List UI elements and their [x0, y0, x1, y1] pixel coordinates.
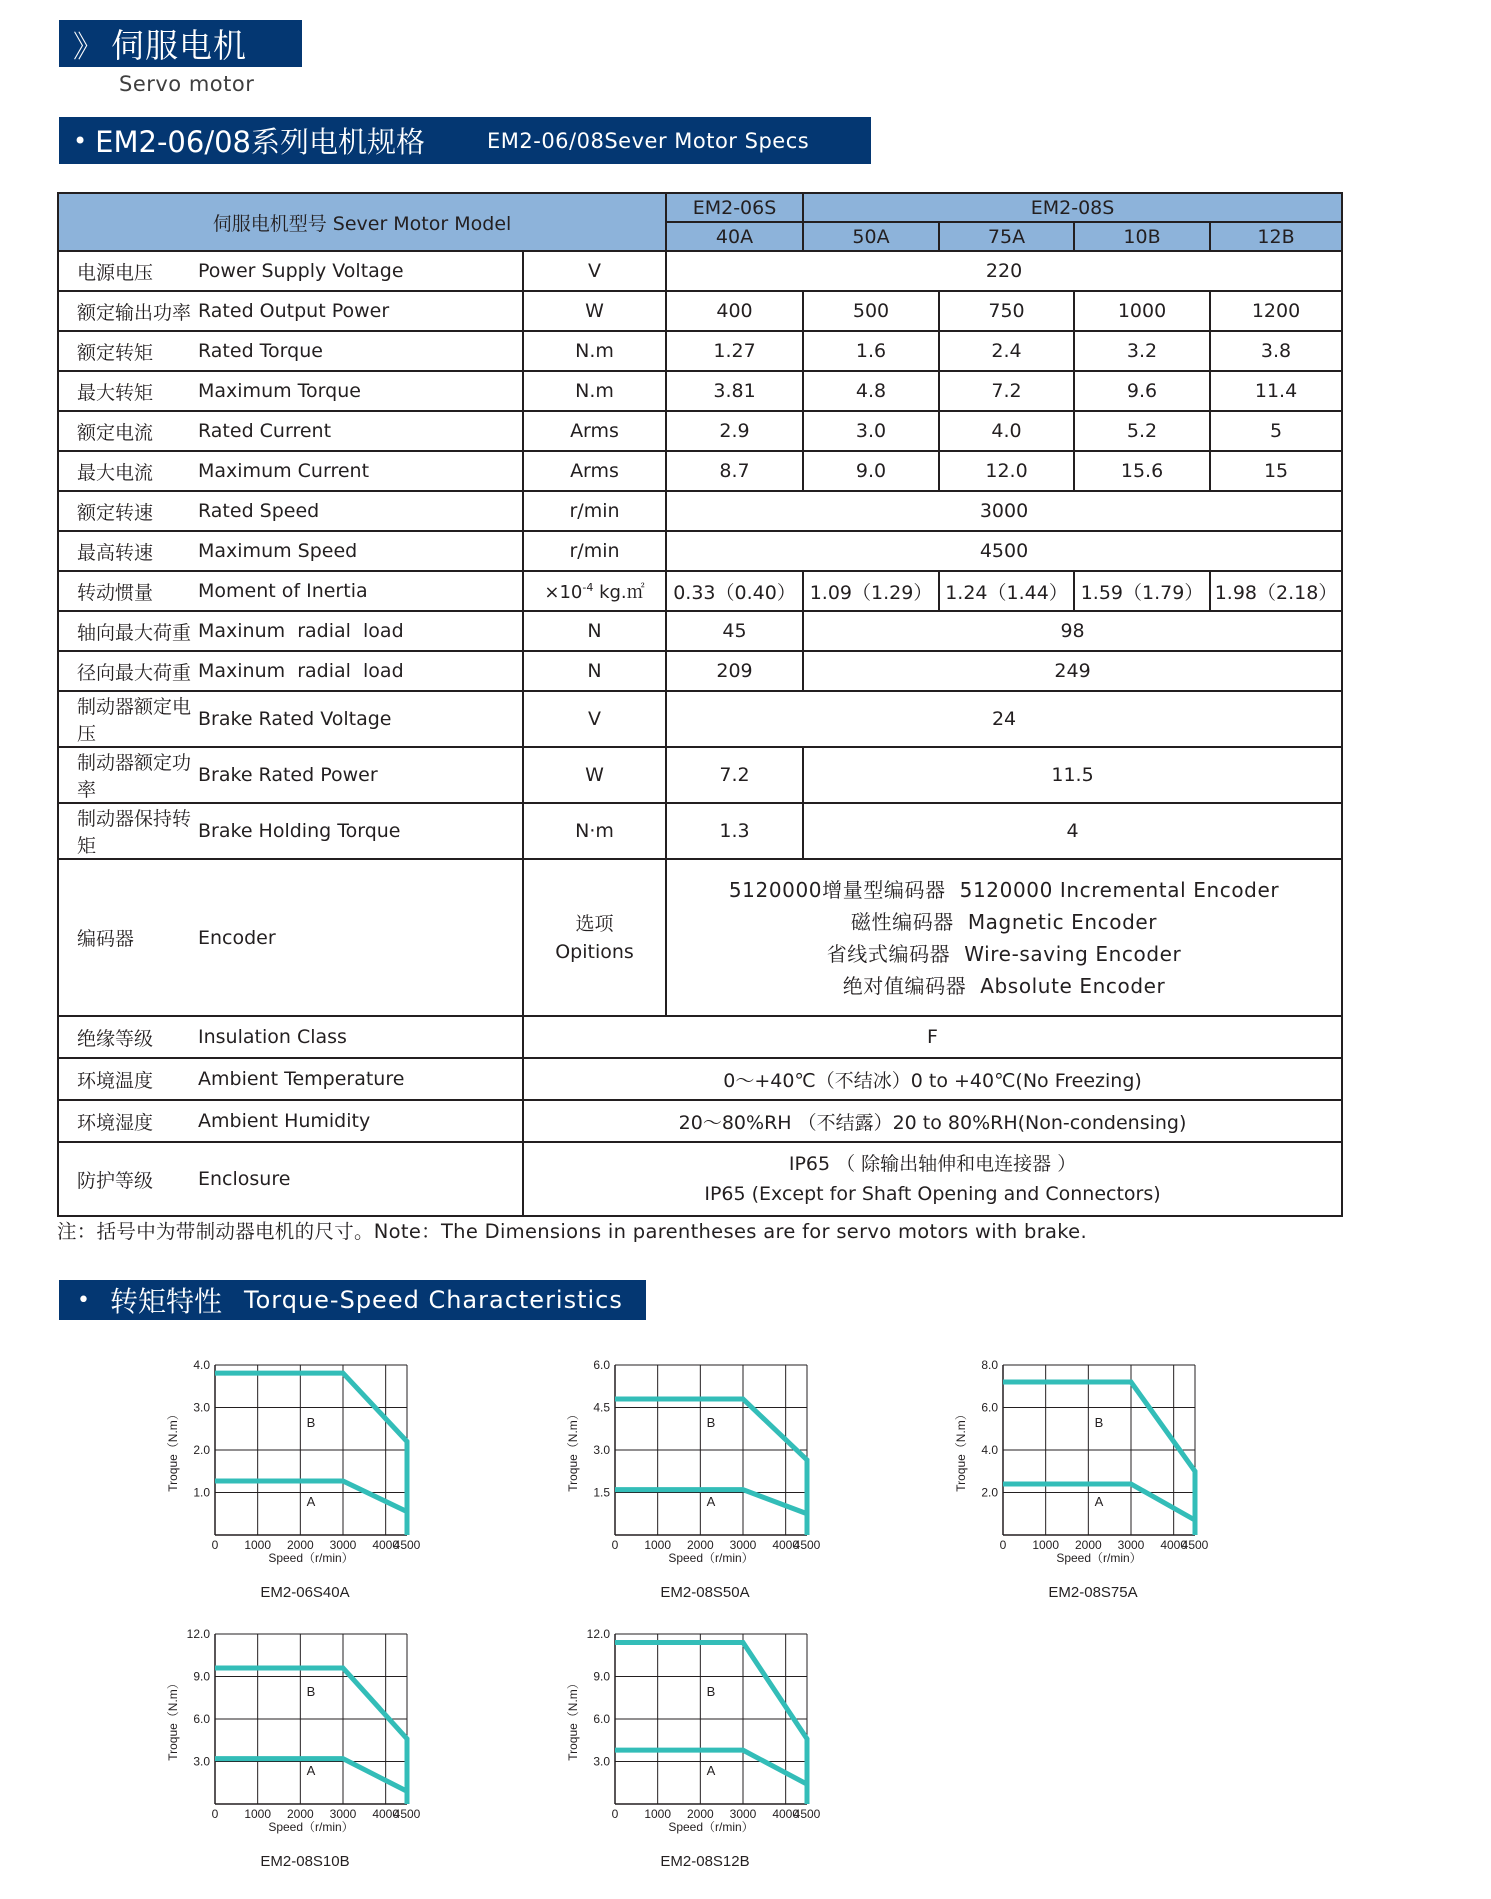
unit: V	[523, 691, 666, 747]
region-label-b: B	[706, 1684, 716, 1700]
x-tick-label: 0	[999, 1538, 1007, 1552]
y-tick-label: 4.0	[193, 1358, 210, 1372]
y-tick-label: 6.0	[981, 1400, 998, 1415]
unit: N·m	[523, 803, 666, 859]
label-en: Maximum Torque	[198, 371, 523, 411]
value: 4.8	[803, 371, 939, 411]
unit	[523, 571, 666, 611]
x-axis-label: Speed（r/min）	[668, 1551, 754, 1565]
chart-title: EM2-08S75A	[1048, 1584, 1138, 1601]
value: 1.6	[803, 331, 939, 371]
region-label-a: A	[706, 1494, 716, 1510]
label-en: Moment of Inertia	[198, 571, 523, 611]
x-tick-label: 4500	[393, 1538, 421, 1552]
value: 15.6	[1074, 451, 1210, 491]
x-tick-label: 1000	[644, 1807, 672, 1821]
value: 1.98（2.18）	[1210, 571, 1342, 611]
torque-section-title-en: Torque-Speed Characteristics	[244, 1286, 623, 1314]
label-cn: 绝缘等级	[58, 1016, 198, 1058]
chart-title: EM2-08S50A	[660, 1584, 750, 1601]
page-title-banner	[59, 20, 302, 67]
label-en: Insulation Class	[198, 1016, 523, 1058]
label-cn: 额定输出功率	[58, 291, 198, 331]
x-tick-label: 3000	[1117, 1538, 1145, 1552]
unit-en: Opitions	[555, 940, 634, 963]
unit: N	[523, 651, 666, 691]
spec-section-title-cn: EM2-06/08系列电机规格	[95, 125, 425, 159]
spec-table	[57, 192, 1343, 1217]
value: 98	[803, 611, 1342, 651]
torque-chart-em2-06s40a	[140, 1355, 460, 1625]
region-label-a: A	[1094, 1494, 1104, 1510]
x-axis-label: Speed（r/min）	[268, 1551, 354, 1565]
spec-section-header	[59, 117, 871, 164]
curve-b	[1003, 1382, 1195, 1535]
value: 7.2	[666, 747, 803, 803]
x-tick-label: 4500	[793, 1807, 821, 1821]
y-tick-label: 3.0	[593, 1443, 610, 1457]
value: 3.81	[666, 371, 803, 411]
y-tick-label: 9.0	[593, 1669, 610, 1684]
label-en: Ambient Humidity	[198, 1100, 523, 1142]
label-cn: 制动器额定电压	[58, 691, 198, 747]
unit-suffix: kg.㎡	[593, 582, 645, 603]
value: 249	[803, 651, 1342, 691]
value: 3.8	[1210, 331, 1342, 371]
row-power-supply-voltage	[58, 251, 1342, 291]
label-cn: 轴向最大荷重	[58, 611, 198, 651]
row-max-current	[58, 451, 1342, 491]
grid	[1003, 1365, 1195, 1535]
row-brake-rated-power	[58, 747, 1342, 803]
torque-chart-em2-08s12b	[540, 1624, 860, 1894]
model-40a: 40A	[666, 222, 803, 251]
row-max-speed	[58, 531, 1342, 571]
value: 3.0	[803, 411, 939, 451]
y-tick-label: 6.0	[593, 1712, 610, 1726]
value: 1.24（1.44）	[939, 571, 1074, 611]
model-10b: 10B	[1074, 222, 1210, 251]
x-tick-label: 4000	[1160, 1538, 1188, 1552]
model-header: 伺服电机型号 Sever Motor Model	[58, 193, 666, 251]
value: 20～80%RH （不结露）20 to 80%RH(Non-condensing)	[523, 1100, 1342, 1142]
region-label-a: A	[306, 1763, 316, 1779]
x-tick-label: 4500	[393, 1807, 421, 1821]
y-tick-label: 12.0	[186, 1627, 210, 1641]
x-tick-label: 3000	[329, 1538, 357, 1552]
model-50a: 50A	[803, 222, 939, 251]
value: 4500	[666, 531, 1342, 571]
double-chevron-icon: 》	[73, 29, 103, 65]
x-tick-label: 4000	[372, 1538, 400, 1552]
label-en: Rated Torque	[198, 331, 523, 371]
x-tick-label: 2000	[286, 1538, 314, 1552]
region-label-b: B	[306, 1684, 316, 1700]
label-cn: 制动器保持转矩	[58, 803, 198, 859]
y-tick-label: 2.0	[193, 1443, 210, 1457]
y-tick-label: 12.0	[586, 1627, 610, 1641]
unit: W	[523, 747, 666, 803]
value: 8.7	[666, 451, 803, 491]
y-tick-label: 4.5	[593, 1400, 610, 1415]
label-en: Brake Rated Power	[198, 747, 523, 803]
x-tick-label: 3000	[329, 1807, 357, 1821]
value: 400	[666, 291, 803, 331]
row-enclosure	[58, 1142, 1342, 1216]
y-tick-label: 1.0	[193, 1485, 210, 1500]
value: 4.0	[939, 411, 1074, 451]
label-en: Maxinum radial load	[198, 611, 523, 651]
x-tick-label: 2000	[686, 1807, 714, 1821]
x-tick-label: 4000	[372, 1807, 400, 1821]
value: F	[523, 1016, 1342, 1058]
header-row-series	[58, 193, 1342, 222]
value: 3.2	[1074, 331, 1210, 371]
y-tick-label: 3.0	[193, 1400, 210, 1415]
value: 1000	[1074, 291, 1210, 331]
y-tick-label: 6.0	[193, 1712, 210, 1726]
torque-chart-em2-08s75a	[928, 1355, 1248, 1625]
encoder-option: 磁性编码器 Magnetic Encoder	[850, 909, 1158, 934]
row-max-torque	[58, 371, 1342, 411]
value: 11.4	[1210, 371, 1342, 411]
label-cn: 防护等级	[58, 1142, 198, 1216]
value: 45	[666, 611, 803, 651]
value: 1.09（1.29）	[803, 571, 939, 611]
series-em2-08s: EM2-08S	[803, 193, 1342, 222]
value: 1.59（1.79）	[1074, 571, 1210, 611]
label-cn: 额定转矩	[58, 331, 198, 371]
value: 24	[666, 691, 1342, 747]
value: 7.2	[939, 371, 1074, 411]
value: 0～+40℃（不结冰）0 to +40℃(No Freezing)	[523, 1058, 1342, 1100]
unit-cn: 选项	[575, 912, 614, 935]
x-axis-label: Speed（r/min）	[668, 1820, 754, 1834]
y-tick-label: 2.0	[981, 1485, 998, 1500]
label-cn: 制动器额定功率	[58, 747, 198, 803]
y-tick-label: 3.0	[193, 1754, 210, 1769]
label-en: Maxinum radial load	[198, 651, 523, 691]
row-encoder	[58, 859, 1342, 1016]
x-tick-label: 4500	[1181, 1538, 1209, 1552]
label-cn: 径向最大荷重	[58, 651, 198, 691]
row-ambient-humidity	[58, 1100, 1342, 1142]
encoder-options	[666, 859, 1342, 1016]
region-label-a: A	[306, 1494, 316, 1510]
value: 12.0	[939, 451, 1074, 491]
unit: r/min	[523, 491, 666, 531]
row-moment-of-inertia	[58, 571, 1342, 611]
x-axis-label: Speed（r/min）	[268, 1820, 354, 1834]
region-label-b: B	[306, 1415, 316, 1431]
unit: N.m	[523, 331, 666, 371]
bullet-icon: •	[73, 126, 88, 155]
curve-b	[615, 1643, 807, 1805]
value: 11.5	[803, 747, 1342, 803]
chart-title: EM2-08S10B	[260, 1853, 350, 1870]
footnote: 注：括号中为带制动器电机的尺寸。Note：The Dimensions in parentheses are for servo motors with brake.	[57, 1220, 1087, 1243]
grid	[615, 1634, 807, 1804]
grid	[615, 1365, 807, 1535]
unit-exponent: -4	[582, 581, 594, 594]
spec-section-title-en: EM2-06/08Sever Motor Specs	[487, 128, 810, 153]
label-cn: 最大转矩	[58, 371, 198, 411]
value: 5	[1210, 411, 1342, 451]
x-axis-label: Speed（r/min）	[1056, 1551, 1142, 1565]
value	[523, 1142, 1342, 1216]
label-en: Power Supply Voltage	[198, 251, 523, 291]
chart-title: EM2-06S40A	[260, 1584, 350, 1601]
x-tick-label: 1000	[244, 1538, 272, 1552]
x-tick-label: 2000	[286, 1807, 314, 1821]
row-axial-load	[58, 611, 1342, 651]
value: 9.0	[803, 451, 939, 491]
label-cn: 最高转速	[58, 531, 198, 571]
x-tick-label: 4000	[772, 1807, 800, 1821]
row-rated-output-power	[58, 291, 1342, 331]
grid	[215, 1365, 407, 1535]
unit: N.m	[523, 371, 666, 411]
value: 0.33（0.40）	[666, 571, 803, 611]
y-tick-label: 1.5	[593, 1485, 610, 1500]
x-tick-label: 0	[611, 1538, 619, 1552]
row-radial-load	[58, 651, 1342, 691]
label-en: Brake Holding Torque	[198, 803, 523, 859]
row-rated-torque	[58, 331, 1342, 371]
x-tick-label: 2000	[1074, 1538, 1102, 1552]
x-tick-label: 1000	[644, 1538, 672, 1552]
page-title: 伺服电机	[111, 26, 247, 65]
value: 750	[939, 291, 1074, 331]
label-cn: 额定转速	[58, 491, 198, 531]
label-en: Encoder	[198, 859, 523, 1016]
row-rated-current	[58, 411, 1342, 451]
unit: r/min	[523, 531, 666, 571]
value: 2.4	[939, 331, 1074, 371]
torque-section-header	[59, 1280, 646, 1320]
value: 500	[803, 291, 939, 331]
label-cn: 额定电流	[58, 411, 198, 451]
label-cn: 环境湿度	[58, 1100, 198, 1142]
page-subtitle: Servo motor	[119, 72, 255, 96]
x-tick-label: 0	[211, 1807, 219, 1821]
encoder-option: 绝对值编码器 Absolute Encoder	[842, 973, 1166, 998]
y-tick-label: 8.0	[981, 1358, 998, 1372]
value: 3000	[666, 491, 1342, 531]
label-en: Rated Output Power	[198, 291, 523, 331]
unit: V	[523, 251, 666, 291]
x-tick-label: 3000	[729, 1538, 757, 1552]
y-axis-label: Troque（N.m）	[566, 1408, 580, 1492]
value: 209	[666, 651, 803, 691]
label-en: Ambient Temperature	[198, 1058, 523, 1100]
region-label-b: B	[706, 1415, 716, 1431]
value: 1200	[1210, 291, 1342, 331]
series-em2-06s: EM2-06S	[666, 193, 803, 222]
y-tick-label: 6.0	[593, 1358, 610, 1372]
label-en: Rated Current	[198, 411, 523, 451]
enclosure-line-1: IP65 （ 除输出轴伸和电连接器 ）	[788, 1153, 1077, 1175]
label-cn: 转动惯量	[58, 571, 198, 611]
x-tick-label: 1000	[1032, 1538, 1060, 1552]
value: 15	[1210, 451, 1342, 491]
value: 220	[666, 251, 1342, 291]
y-tick-label: 3.0	[593, 1754, 610, 1769]
model-12b: 12B	[1210, 222, 1342, 251]
torque-chart-em2-08s50a	[540, 1355, 860, 1625]
value: 2.9	[666, 411, 803, 451]
row-brake-holding-torque	[58, 803, 1342, 859]
x-tick-label: 2000	[686, 1538, 714, 1552]
model-75a: 75A	[939, 222, 1074, 251]
label-en: Maximum Speed	[198, 531, 523, 571]
value: 1.3	[666, 803, 803, 859]
row-brake-rated-voltage	[58, 691, 1342, 747]
label-en: Rated Speed	[198, 491, 523, 531]
y-tick-label: 9.0	[193, 1669, 210, 1684]
unit	[523, 859, 666, 1016]
x-tick-label: 3000	[729, 1807, 757, 1821]
value: 5.2	[1074, 411, 1210, 451]
label-cn: 电源电压	[58, 251, 198, 291]
x-tick-label: 1000	[244, 1807, 272, 1821]
torque-section-title-cn: 转矩特性	[109, 1285, 222, 1318]
unit: N	[523, 611, 666, 651]
value: 1.27	[666, 331, 803, 371]
unit: Arms	[523, 451, 666, 491]
row-insulation-class	[58, 1016, 1342, 1058]
y-tick-label: 4.0	[981, 1443, 998, 1457]
chart-title: EM2-08S12B	[660, 1853, 750, 1870]
bullet-icon: •	[77, 1287, 90, 1313]
y-axis-label: Troque（N.m）	[166, 1408, 180, 1492]
label-en: Brake Rated Voltage	[198, 691, 523, 747]
x-tick-label: 0	[611, 1807, 619, 1821]
y-axis-label: Troque（N.m）	[166, 1677, 180, 1761]
region-label-b: B	[1094, 1415, 1104, 1431]
label-cn: 环境温度	[58, 1058, 198, 1100]
y-axis-label: Troque（N.m）	[954, 1408, 968, 1492]
row-rated-speed	[58, 491, 1342, 531]
encoder-option: 5120000增量型编码器 5120000 Incremental Encoder	[728, 877, 1280, 902]
unit: Arms	[523, 411, 666, 451]
label-en: Enclosure	[198, 1142, 523, 1216]
label-en: Maximum Current	[198, 451, 523, 491]
curve-b	[215, 1373, 407, 1535]
x-tick-label: 0	[211, 1538, 219, 1552]
value: 4	[803, 803, 1342, 859]
label-cn: 编码器	[58, 859, 198, 1016]
encoder-option: 省线式编码器 Wire-saving Encoder	[826, 941, 1182, 966]
unit-prefix: ×10	[544, 582, 583, 603]
region-label-a: A	[706, 1763, 716, 1779]
y-axis-label: Troque（N.m）	[566, 1677, 580, 1761]
x-tick-label: 4500	[793, 1538, 821, 1552]
unit: W	[523, 291, 666, 331]
label-cn: 最大电流	[58, 451, 198, 491]
row-ambient-temperature	[58, 1058, 1342, 1100]
value: 9.6	[1074, 371, 1210, 411]
enclosure-line-2: IP65 (Except for Shaft Opening and Connectors)	[704, 1183, 1161, 1205]
torque-chart-em2-08s10b	[140, 1624, 460, 1894]
x-tick-label: 4000	[772, 1538, 800, 1552]
